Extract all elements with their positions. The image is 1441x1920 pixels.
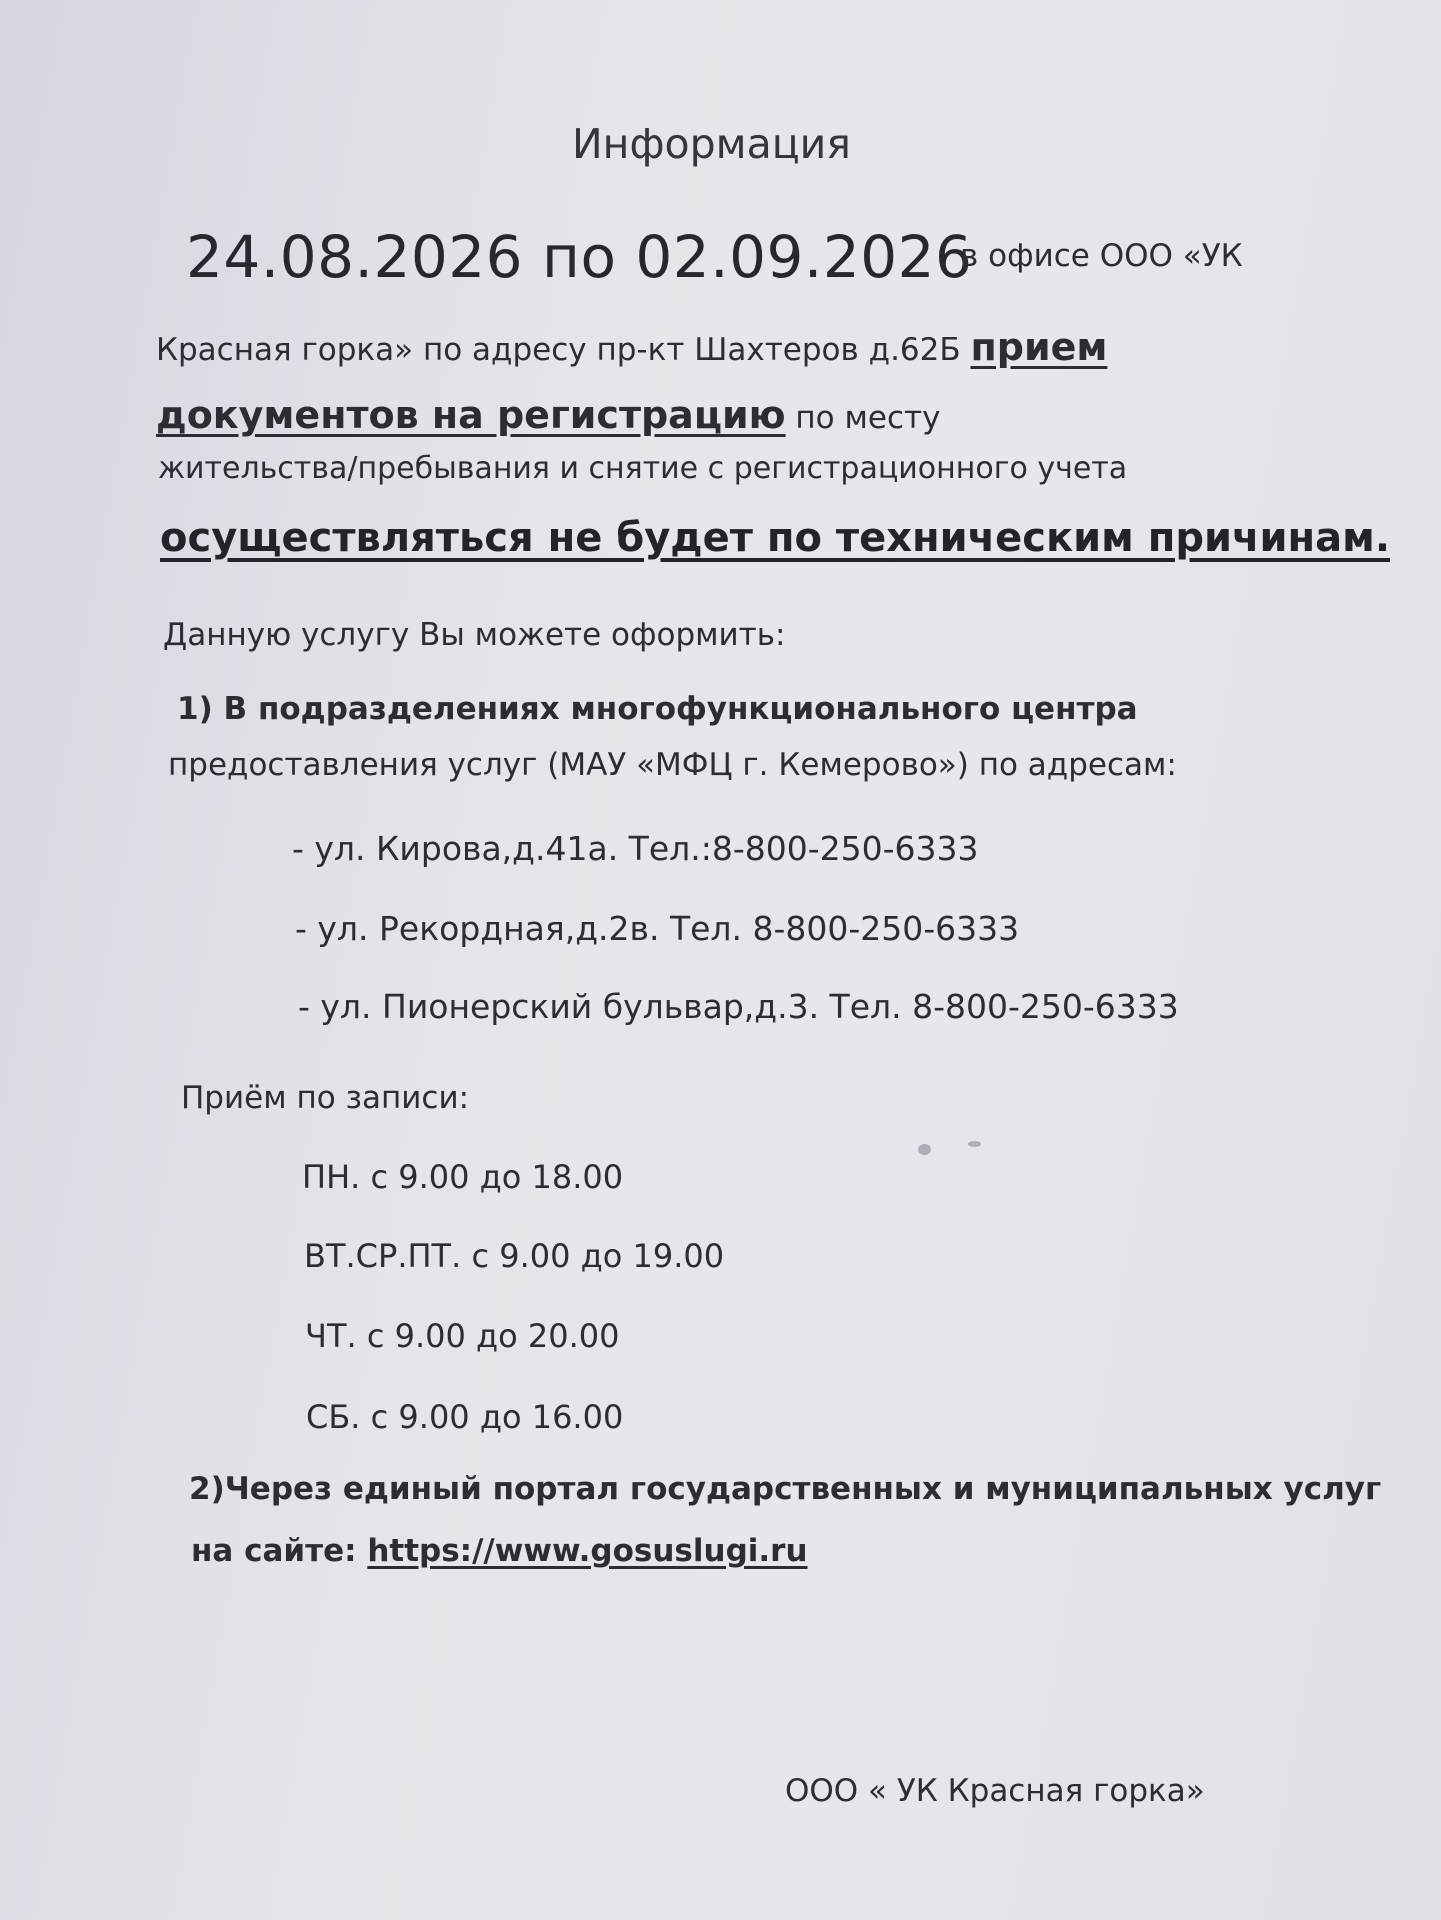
address-item: - ул. Рекордная,д.2в. Тел. 8-800-250-6333 bbox=[295, 909, 1020, 948]
method-1-heading: 1) В подразделениях многофункционального центра bbox=[177, 691, 1138, 727]
by-place-text: по месту bbox=[785, 400, 941, 436]
paragraph-line-3 bbox=[156, 393, 941, 437]
date-range: 24.08.2026 по 02.09.2026 bbox=[186, 223, 973, 291]
schedule-item: СБ. с 9.00 до 16.00 bbox=[306, 1398, 624, 1436]
address-item: - ул. Пионерский бульвар,д.3. Тел. 8-800-250-6333 bbox=[298, 987, 1179, 1026]
paragraph-line-4: жительства/пребывания и снятие с регистрационного учета bbox=[158, 451, 1128, 486]
documents-registration-bold-text: документов на регистрацию bbox=[156, 393, 786, 437]
not-available-warning: осуществляться не будет по техническим причинам. bbox=[160, 515, 1391, 561]
schedule-item: ВТ.СР.ПТ. с 9.00 до 19.00 bbox=[304, 1237, 725, 1275]
office-address-text: Красная горка» по адресу пр-кт Шахтеров д.62Б bbox=[156, 332, 971, 368]
gosuslugi-link[interactable]: https://www.gosuslugi.ru bbox=[367, 1533, 808, 1569]
signature: ООО « УК Красная горка» bbox=[785, 1773, 1205, 1809]
method-2-prefix: на сайте: bbox=[191, 1533, 368, 1569]
schedule-item: ЧТ. с 9.00 до 20.00 bbox=[305, 1317, 620, 1355]
address-item: - ул. Кирова,д.41а. Тел.:8-800-250-6333 bbox=[292, 829, 979, 868]
notice-title: Информация bbox=[572, 120, 851, 168]
can-apply-text: Данную услугу Вы можете оформить: bbox=[163, 617, 786, 653]
paragraph-line-1-tail: в офисе ООО «УК bbox=[960, 238, 1243, 274]
paragraph-line-2 bbox=[156, 325, 1108, 369]
method-2-heading: 2)Через единый портал государственных и муниципальных услуг bbox=[189, 1471, 1382, 1507]
ink-smudge bbox=[968, 1141, 981, 1147]
method-2-line-2 bbox=[191, 1533, 808, 1569]
schedule-label: Приём по записи: bbox=[181, 1080, 470, 1116]
schedule-item: ПН. с 9.00 до 18.00 bbox=[302, 1158, 624, 1196]
method-1-subtitle: предоставления услуг (МАУ «МФЦ г. Кемерово») по адресам: bbox=[168, 747, 1177, 783]
reception-bold-text: прием bbox=[970, 325, 1108, 369]
ink-smudge bbox=[918, 1144, 931, 1155]
